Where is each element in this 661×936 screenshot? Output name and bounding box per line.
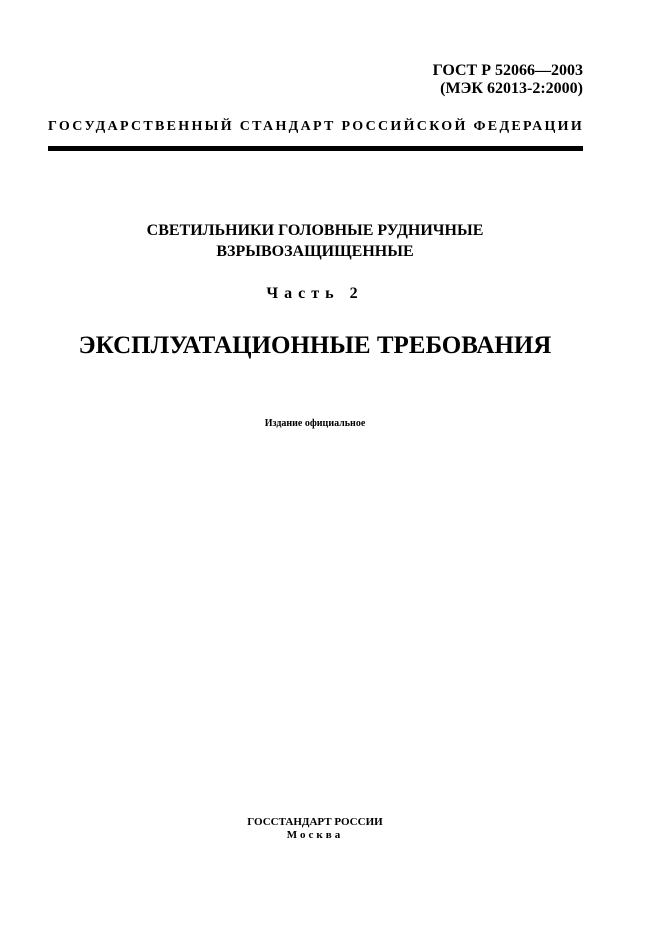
publisher-city: Москва [286, 829, 344, 841]
standard-number: ГОСТ Р 52066—2003 [432, 62, 583, 79]
edition-label: Издание официальное [264, 418, 366, 429]
heading-divider [48, 146, 583, 151]
document-designation [323, 62, 583, 98]
title-line-2: ВЗРЫВОЗАЩИЩЕННЫЕ [216, 243, 414, 260]
publisher-name: ГОССТАНДАРТ РОССИИ [247, 816, 383, 828]
state-standard-heading: ГОСУДАРСТВЕННЫЙ СТАНДАРТ РОССИЙСКОЙ ФЕДЕРАЦИИ [48, 119, 585, 134]
part-label: Часть 2 [266, 285, 364, 302]
title-line-1: СВЕТИЛЬНИКИ ГОЛОВНЫЕ РУДНИЧНЫЕ [146, 222, 484, 239]
document-title [60, 220, 570, 262]
document-subtitle: ЭКСПЛУАТАЦИОННЫЕ ТРЕБОВАНИЯ [78, 332, 552, 359]
iec-equivalent-number: (МЭК 62013-2:2000) [440, 80, 583, 97]
